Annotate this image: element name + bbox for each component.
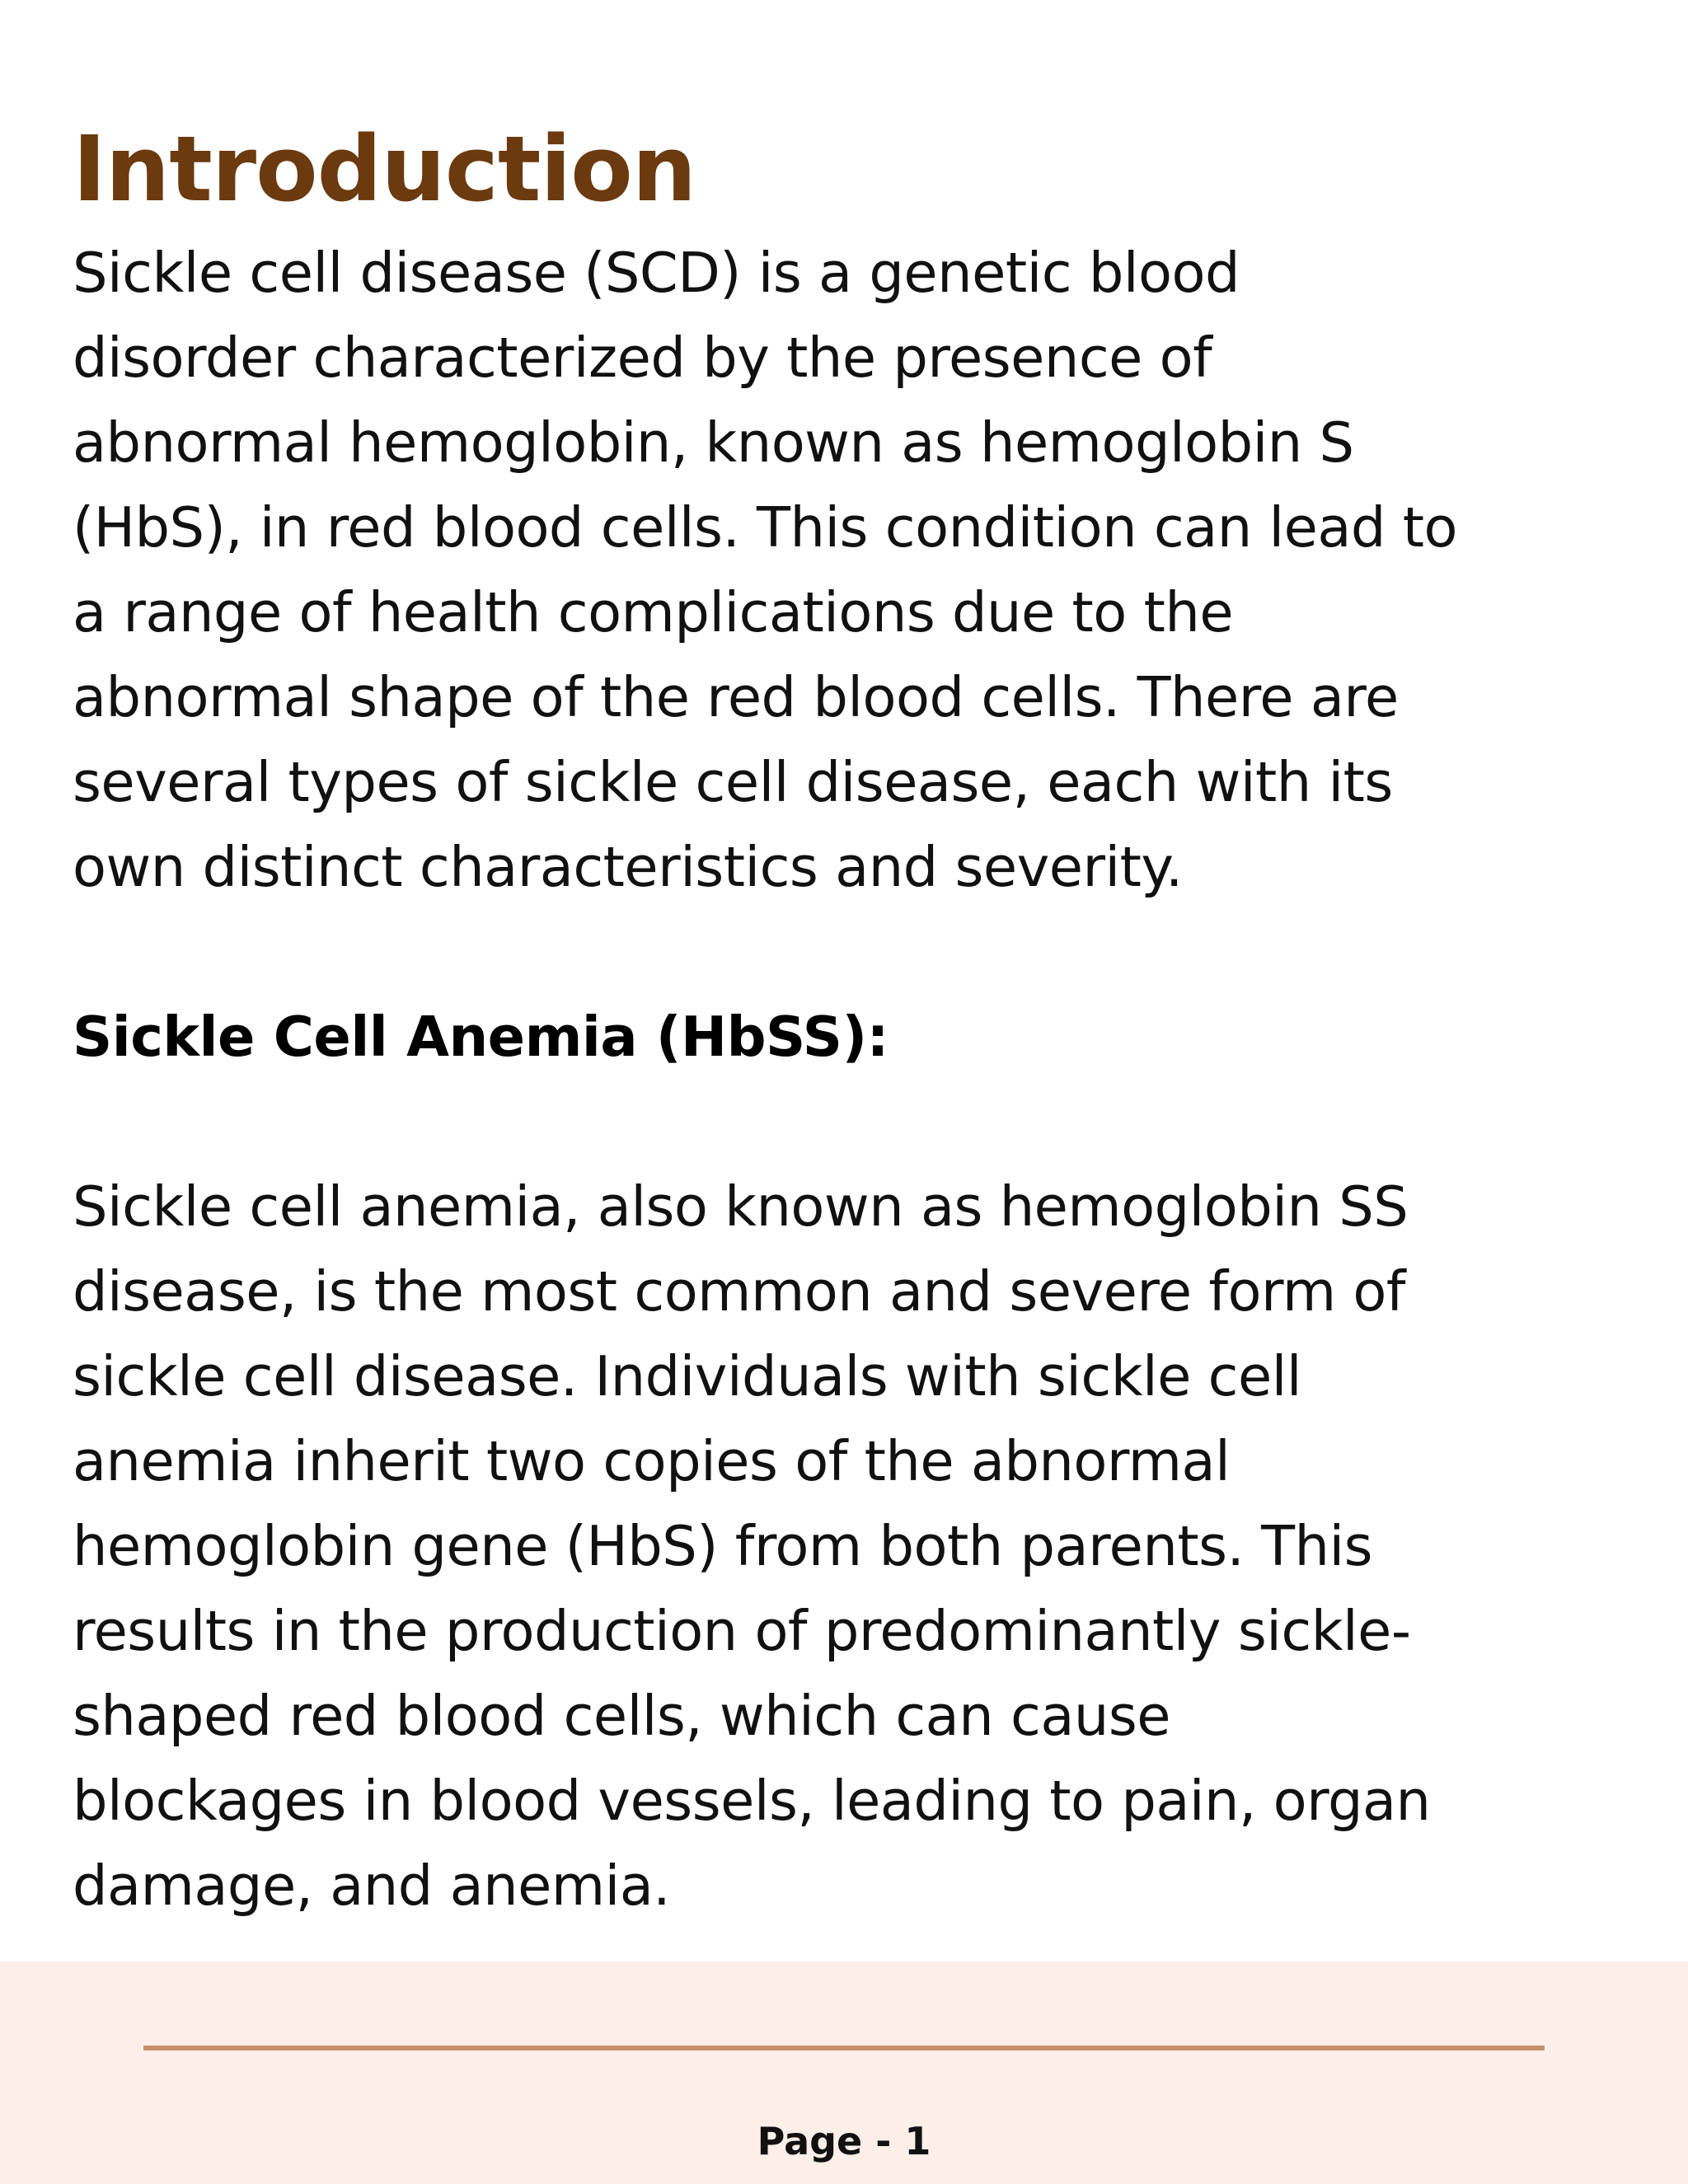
section-heading: Sickle Cell Anemia (HbSS):	[73, 1005, 889, 1069]
section-line: damage, and anemia.	[73, 1854, 671, 1918]
section-line: shaped red blood cells, which can cause	[73, 1684, 1170, 1748]
intro-line: Sickle cell disease (SCD) is a genetic blood	[73, 241, 1240, 305]
intro-line: abnormal hemoglobin, known as hemoglobin S	[73, 410, 1354, 475]
intro-line: abnormal shape of the red blood cells. There are	[73, 665, 1399, 729]
intro-line: several types of sickle cell disease, each with its	[73, 750, 1393, 814]
section-line: results in the production of predominantly sickle-	[73, 1599, 1411, 1663]
page-title: Introduction	[73, 116, 696, 222]
intro-line: a range of health complications due to the	[73, 580, 1234, 644]
intro-line: (HbS), in red blood cells. This condition can lead to	[73, 495, 1457, 560]
footer-divider	[143, 2046, 1545, 2050]
section-line: blockages in blood vessels, leading to pain, organ	[73, 1769, 1431, 1833]
intro-paragraph	[73, 231, 1639, 910]
page-footer	[0, 1961, 1688, 2184]
section-line: sickle cell disease. Individuals with sickle cell	[73, 1344, 1301, 1408]
intro-line: disorder characterized by the presence of	[73, 326, 1212, 390]
section-line: hemoglobin gene (HbS) from both parents. This	[73, 1514, 1373, 1578]
section-line: disease, is the most common and severe form of	[73, 1259, 1405, 1324]
section-line: Sickle cell anemia, also known as hemoglobin SS	[73, 1174, 1409, 1239]
section-line: anemia inherit two copies of the abnormal	[73, 1429, 1231, 1493]
intro-line: own distinct characteristics and severity.	[73, 835, 1183, 899]
page-content	[73, 107, 1639, 1929]
page-number: Page - 1	[757, 2119, 931, 2163]
section-paragraph	[73, 1165, 1639, 1929]
